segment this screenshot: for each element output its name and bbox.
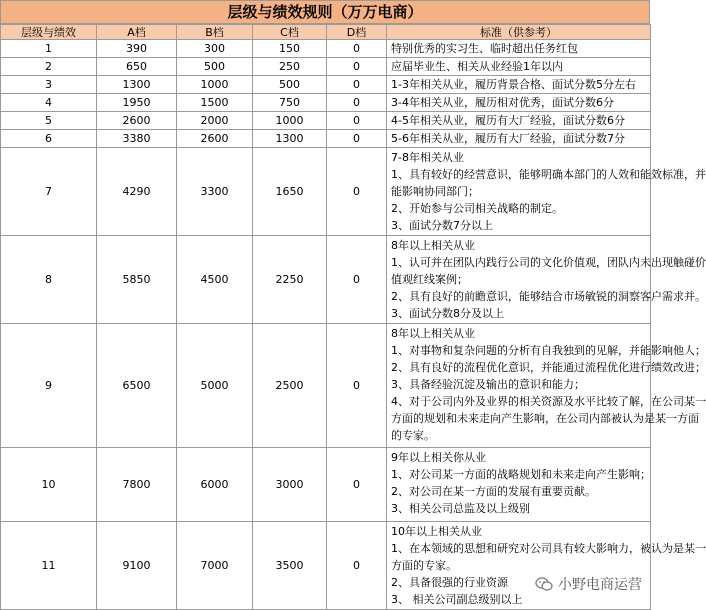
standard-cell — [387, 236, 706, 324]
header-standard: 标准（供参考） — [387, 25, 651, 40]
standard-line: 8年以上相关从业 — [391, 327, 475, 340]
a-grade-cell: 5850 — [97, 236, 177, 324]
header-level: 层级与绩效 — [1, 25, 97, 40]
standard-line: 1-3年相关从业，履历背景合格、面试分数5分左右 — [391, 78, 636, 91]
standard-cell — [387, 112, 651, 130]
level-cell: 9 — [1, 324, 97, 448]
standard-line: 1、具有较好的经营意识，能够明确本部门的人效和能效标准，并 — [391, 168, 706, 181]
standard-line: 3-4年相关从业，履历相对优秀，面试分数6分 — [391, 96, 614, 109]
level-cell: 11 — [1, 522, 97, 610]
table-row — [1, 40, 651, 58]
b-grade-cell: 3300 — [177, 148, 253, 236]
standard-line: 8年以上相关从业 — [391, 239, 475, 252]
b-grade-cell: 6000 — [177, 448, 253, 522]
b-grade-cell: 5000 — [177, 324, 253, 448]
standard-line: 2、具有良好的前瞻意识，能够结合市场敏锐的洞察客户需求并。 — [391, 290, 706, 303]
watermark — [531, 572, 646, 596]
standard-line: 3、具备经验沉淀及输出的意识和能力； — [391, 378, 585, 391]
standard-line: 特别优秀的实习生、临时超出任务红包 — [391, 42, 578, 55]
standard-line: 3、相关公司总监及以上级别 — [391, 502, 530, 515]
c-grade-cell: 250 — [253, 58, 327, 76]
level-table — [0, 24, 706, 610]
a-grade-cell: 2600 — [97, 112, 177, 130]
d-grade-cell: 0 — [327, 94, 387, 112]
c-grade-cell: 500 — [253, 76, 327, 94]
c-grade-cell: 3500 — [253, 522, 327, 610]
a-grade-cell: 1950 — [97, 94, 177, 112]
standard-line: 10年以上相关从业 — [391, 525, 482, 538]
standard-cell — [387, 76, 651, 94]
a-grade-cell: 6500 — [97, 324, 177, 448]
standard-cell — [387, 130, 651, 148]
a-grade-cell: 390 — [97, 40, 177, 58]
level-cell: 4 — [1, 94, 97, 112]
level-cell: 3 — [1, 76, 97, 94]
c-grade-cell: 750 — [253, 94, 327, 112]
table-body — [1, 40, 706, 610]
standard-line: 7-8年相关从业 — [391, 151, 464, 164]
b-grade-cell: 1000 — [177, 76, 253, 94]
a-grade-cell: 9100 — [97, 522, 177, 610]
d-grade-cell: 0 — [327, 58, 387, 76]
header-a: A档 — [97, 25, 177, 40]
wechat-icon — [535, 577, 553, 591]
d-grade-cell: 0 — [327, 148, 387, 236]
c-grade-cell: 1650 — [253, 148, 327, 236]
c-grade-cell: 150 — [253, 40, 327, 58]
a-grade-cell: 4290 — [97, 148, 177, 236]
table-row — [1, 236, 651, 324]
d-grade-cell: 0 — [327, 448, 387, 522]
table-row — [1, 58, 651, 76]
sheet-title: 层级与绩效规则（万万电商） — [0, 0, 650, 24]
level-cell: 5 — [1, 112, 97, 130]
level-cell: 1 — [1, 40, 97, 58]
d-grade-cell: 0 — [327, 76, 387, 94]
header-b: B档 — [177, 25, 253, 40]
standard-line: 1、对公司某一方面的战略规划和未来走向产生影响； — [391, 468, 651, 481]
table-row — [1, 324, 651, 448]
d-grade-cell: 0 — [327, 40, 387, 58]
c-grade-cell: 1300 — [253, 130, 327, 148]
table-row — [1, 148, 651, 236]
standard-line: 1、对事物和复杂问题的分析有自我独到的见解，并能影响他人； — [391, 344, 706, 357]
table-row — [1, 94, 651, 112]
standard-cell — [387, 58, 651, 76]
level-cell: 6 — [1, 130, 97, 148]
table-row — [1, 112, 651, 130]
c-grade-cell: 3000 — [253, 448, 327, 522]
level-cell: 2 — [1, 58, 97, 76]
table-row — [1, 130, 651, 148]
watermark-text: 小野电商运营 — [558, 577, 642, 593]
standard-cell — [387, 324, 706, 448]
standard-line: 方面的规划和未来走向产生影响，在公司内部被认为是某一方面 — [391, 412, 699, 425]
header-d: D档 — [327, 25, 387, 40]
standard-line: 3、面试分数8分及以上 — [391, 307, 504, 320]
standard-line: 9年以上相关你从业 — [391, 451, 486, 464]
b-grade-cell: 2000 — [177, 112, 253, 130]
table-row — [1, 76, 651, 94]
standard-line: 2、开始参与公司相关战略的制定。 — [391, 202, 563, 215]
standard-cell — [387, 522, 706, 610]
d-grade-cell: 0 — [327, 112, 387, 130]
d-grade-cell: 0 — [327, 324, 387, 448]
standard-line: 2、对公司在某一方面的发展有重要贡献。 — [391, 485, 596, 498]
c-grade-cell: 2500 — [253, 324, 327, 448]
standard-line: 3、 相关公司副总级别以上 — [391, 593, 523, 606]
standard-line: 能影响协同部门； — [391, 185, 479, 198]
b-grade-cell: 7000 — [177, 522, 253, 610]
standard-line: 4-5年相关从业，履历有大厂经验，面试分数6分 — [391, 114, 625, 127]
b-grade-cell: 4500 — [177, 236, 253, 324]
standard-line: 3、面试分数7分以上 — [391, 219, 493, 232]
b-grade-cell: 1500 — [177, 94, 253, 112]
standard-line: 4、对于公司内外及业界的相关资源及水平比较了解，在公司某一 — [391, 395, 706, 408]
c-grade-cell: 2250 — [253, 236, 327, 324]
b-grade-cell: 500 — [177, 58, 253, 76]
a-grade-cell: 1300 — [97, 76, 177, 94]
standard-line: 值观红线案例； — [391, 273, 468, 286]
d-grade-cell: 0 — [327, 130, 387, 148]
standard-line: 5-6年相关从业，履历有大厂经验，面试分数7分 — [391, 132, 625, 145]
standard-cell — [387, 448, 651, 522]
header-c: C档 — [253, 25, 327, 40]
standard-cell — [387, 94, 651, 112]
table-row — [1, 522, 651, 610]
standard-line: 1、在本领域的思想和研究对公司具有较大影响力，被认为是某一 — [391, 542, 706, 555]
standard-line: 的专家。 — [391, 429, 435, 442]
a-grade-cell: 7800 — [97, 448, 177, 522]
standard-cell — [387, 40, 651, 58]
a-grade-cell: 3380 — [97, 130, 177, 148]
standard-line: 1、认可并在团队内践行公司的文化价值观，团队内未出现触碰价 — [391, 256, 706, 269]
c-grade-cell: 1000 — [253, 112, 327, 130]
standard-line: 方面的专家。 — [391, 559, 457, 572]
level-cell: 10 — [1, 448, 97, 522]
standard-line: 应届毕业生、相关从业经验1年以内 — [391, 60, 563, 73]
b-grade-cell: 300 — [177, 40, 253, 58]
header-row — [1, 25, 651, 40]
standard-cell — [387, 148, 706, 236]
a-grade-cell: 650 — [97, 58, 177, 76]
table-row — [1, 448, 651, 522]
standard-line: 2、具备很强的行业资源 — [391, 576, 508, 589]
d-grade-cell: 0 — [327, 522, 387, 610]
level-cell: 7 — [1, 148, 97, 236]
b-grade-cell: 2600 — [177, 130, 253, 148]
d-grade-cell: 0 — [327, 236, 387, 324]
level-cell: 8 — [1, 236, 97, 324]
standard-line: 2、具有良好的流程优化意识，并能通过流程优化进行绩效改进； — [391, 361, 706, 374]
